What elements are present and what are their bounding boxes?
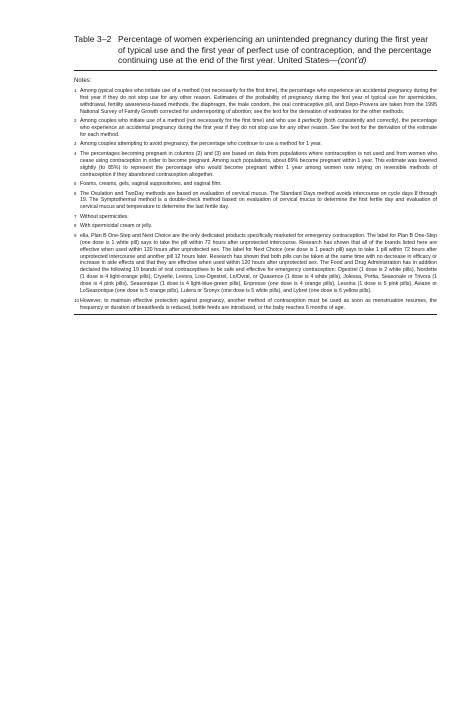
footnote [74, 151, 437, 179]
footnote [74, 118, 437, 139]
footnote-text [80, 181, 437, 188]
footnote-text [80, 141, 437, 148]
footnote [74, 214, 437, 221]
footnote-text-part: Foams, creams, gels, vaginal suppositories, and vaginal film. [80, 181, 222, 188]
table-title [118, 34, 437, 66]
footnote-number: 7 [74, 213, 77, 219]
footnote-text-part: ella, Plan B One-Step and Next Choice are the only dedicated products specifically marketed for emergency contraception. The label for Plan B One-Step (one dose is 1 white pill) says to take the pill within 72 hours after unprotected intercourse. Research has shown that all of the brands listed here are effective when used within 120 hours after unprotected sex. The label for Next Choice (one dose is 1 peach pill) says to take 1 pill within 72 hours after unprotected intercourse and another pill 12 hours later. Research has shown that both pills can be taken at the same time with no decrease in efficacy or increase in side effects and that they are effective when used within 120 hours after unprotected sex. The Food and Drug Administration has in addition declared the following 19 brands of oral contraceptives to be safe and effective for emergency contraception: Ogestrel (1 dose is 2 white pills), Nordette (1 dose is 4 light-orange pills), Cryselle, Levora, Low-Ogestrel, Lo/Ovral, or Quasence (1 dose is 4 white pills), Jolessa, Portia, Seasonale or Trivora (1 dose is 4 pink pills), Seasonique (1 dose is 4 light-blue-green pills), Enpresse (one dose is 4 orange pills), Lessina (1 dose is 5 pink pills), Aviane or LoSeasonique (one dose is 5 orange pills), Lutera or Sronyx (one dose is 5 white pills), and Lybrel (one dose is 6 yellow pills). [80, 232, 437, 295]
footnote-text [80, 233, 437, 295]
footnote-number: 10 [74, 297, 79, 303]
footnote-number: 6 [74, 190, 77, 196]
footnote-emphasis: typical [98, 87, 114, 94]
footnote-text [80, 151, 437, 179]
footnote-number: 8 [74, 223, 77, 229]
footnote-text [80, 88, 437, 116]
table-continued-marker: (cont’d) [337, 55, 367, 66]
table-caption [74, 34, 437, 66]
footnote [74, 88, 437, 116]
footnote [74, 191, 437, 212]
footnote [74, 233, 437, 295]
footnote-text-part: couples who initiate use of a method (not necessarily for the first time), the percentage who experience an accidental pregnancy during the first year if they do not stop use for any other reason. Estimates of the probability of pregnancy during the first year of typical use for spermicides, withdrawal, fertility awareness-based methods, the diaphragm, the male condom, the oral contraceptive pill, and Depo-Provera are taken from the 1995 National Survey of Family Growth corrected for underreporting of abortion; see the text for the derivation of estimates for the other methods. [80, 87, 437, 115]
footnote-text-part: The percentages becoming pregnant in columns (2) and (3) are based on data from populations where contraception is not used and from women who cease using contraception in order to become pregnant. Among such populations, about 89% become pregnant within 1 year. This estimate was lowered slightly (to 85%) to represent the percentage who would become pregnant within 1 year among women now relying on reversible methods of contraception if they abandoned contraception altogether. [80, 150, 437, 178]
footnote-text-part: With spermicidal cream or jelly. [80, 223, 153, 230]
footnote-text-part: The Ovulation and TwoDay methods are based on evaluation of cervical mucus. The Standard Days method avoids intercourse on cycle days 8 through 19. The Symptothermal method is a double-check method based on evaluation of cervical mucus to determine the first fertile day and evaluation of cervical mucus and temperature to determine the last fertile day. [80, 190, 437, 211]
document-page [74, 34, 437, 315]
footnote-number: 2 [74, 118, 77, 123]
footnote-text [80, 214, 437, 221]
table-bottom-rule [74, 314, 437, 315]
footnote [74, 141, 437, 148]
footnote-text [80, 118, 437, 139]
footnote-text-part: Without spermicides. [80, 213, 129, 220]
notes-list [74, 88, 437, 312]
footnote-text-part: Among couples attempting to avoid pregnancy, the percentage who continue to use a method for 1 year. [80, 141, 322, 148]
footnote-text-part: Among couples who initiate use of a method (not necessarily for the first time) and who use it [80, 118, 303, 124]
footnote-emphasis: perfectly [302, 118, 322, 124]
footnote-text-part: Among [80, 87, 99, 94]
footnote [74, 298, 437, 312]
footnote-text [80, 191, 437, 212]
notes-heading: Notes: [74, 77, 92, 84]
footnote-text [80, 223, 437, 230]
footnote-number: 1 [74, 87, 77, 93]
footnote-number: 4 [74, 150, 77, 156]
footnote-text-part: However, to maintain effective protection against pregnancy, another method of contraception must be used as soon as menstruation resumes, the frequency or duration of breastfeeds is reduced, bottle feeds are introduced, or the baby reaches 6 months of age. [80, 297, 437, 311]
footnote-number: 3 [74, 141, 77, 147]
table-title-text: Percentage of women experiencing an unintended pregnancy during the first year of typical use and the first year of perfect use of contraception, and the percentage continuing use at the end of the first year. United States— [118, 34, 432, 66]
table-label: Table 3–2 [74, 34, 112, 44]
footnote-number: 5 [74, 181, 77, 187]
footnote-text-part: (both consistently and correctly), the percentage who experience an accidental pregnancy during the first year if they do not stop use for any other reason. See the text for the derivation of the estimate for each method. [80, 118, 437, 138]
footnote [74, 181, 437, 188]
footnote [74, 223, 437, 230]
caption-rule [74, 70, 437, 71]
footnote-text [80, 298, 437, 312]
footnote-number: 9 [74, 232, 77, 238]
